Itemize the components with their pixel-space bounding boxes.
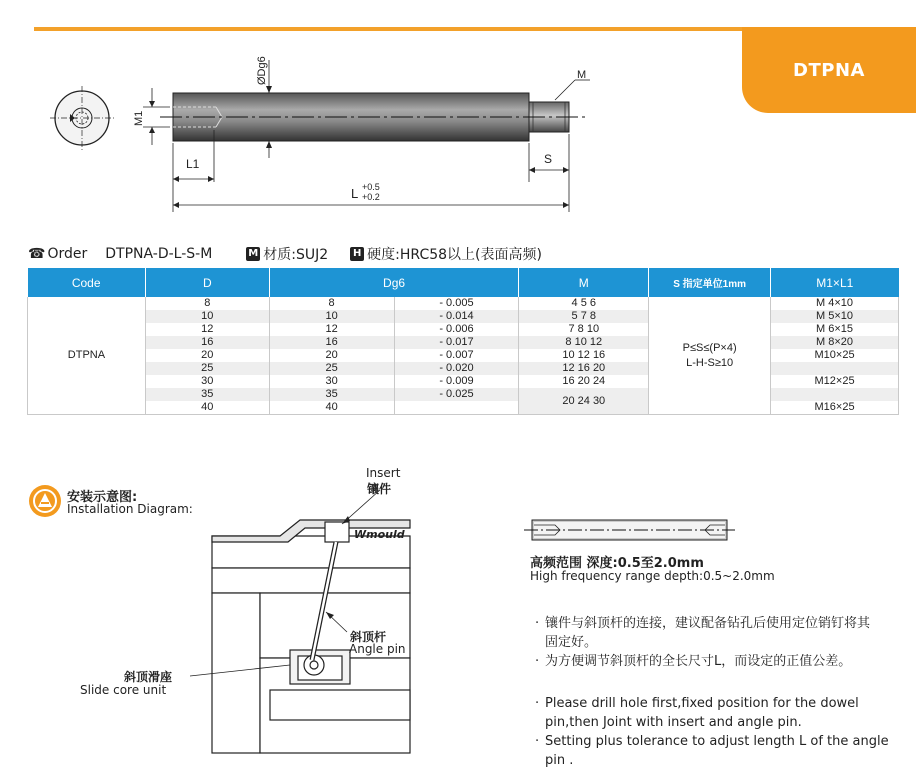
- m-cell: 8 10 12: [519, 336, 649, 349]
- header-code: Code: [28, 268, 146, 297]
- install-title-cn: 安装示意图:: [67, 490, 138, 505]
- s-line1: P≤S≤(P×4): [682, 341, 737, 354]
- m1l1-cell: M 5×10: [771, 310, 899, 323]
- bullet: ·: [535, 696, 540, 711]
- header-dg6: Dg6: [269, 268, 519, 297]
- note-text: Setting plus tolerance to adjust length L of the angle pin .: [545, 734, 889, 768]
- tol-lower: +0.2: [362, 192, 380, 202]
- dg6-cell: 35: [269, 388, 394, 401]
- note-text: Please drill hole first,fixed position for the dowel pin,then Joint with insert and angle pin.: [545, 696, 859, 730]
- order-code: DTPNA-D-L-S-M: [105, 246, 213, 262]
- d-cell: 30: [145, 375, 269, 388]
- m1l1-cell: M16×25: [814, 401, 855, 413]
- d-cell: 12: [145, 323, 269, 336]
- hardness-text: 硬度:HRC58以上(表面高频): [367, 247, 542, 263]
- d-cell: 25: [145, 362, 269, 375]
- d-cell: 10: [145, 310, 269, 323]
- d-cell: 20: [145, 349, 269, 362]
- dg6-cell: 8: [269, 297, 394, 310]
- s-line2: L-H-S≥10: [686, 356, 734, 369]
- dg6-cell: 12: [269, 323, 394, 336]
- insert-label-en: Insert: [366, 466, 401, 480]
- angle-pin-label-cn: 斜顶杆: [350, 630, 387, 644]
- hardness-badge-icon: H: [350, 247, 364, 261]
- notes-cn: [535, 614, 875, 671]
- bullet: ·: [535, 616, 540, 631]
- dim-l-label: L: [351, 186, 359, 201]
- m1l1-cell: M 8×20: [771, 336, 899, 349]
- m-cell: 12 16 20: [519, 362, 649, 375]
- material-badge-icon: M: [246, 247, 260, 261]
- m-cell: 7 8 10: [519, 323, 649, 336]
- tol-cell: - 0.009: [394, 375, 519, 388]
- dg6-cell: 25: [269, 362, 394, 375]
- bullet: ·: [535, 654, 540, 669]
- note-item: [535, 652, 875, 671]
- note-item: [535, 614, 875, 652]
- dim-m-label: M: [577, 69, 587, 81]
- note-item: [535, 694, 905, 732]
- header-m: M: [519, 268, 649, 297]
- dg6-cell: 16: [269, 336, 394, 349]
- note-item: [535, 732, 905, 770]
- dim-l1-label: L1: [186, 157, 200, 171]
- notes-en: [535, 694, 905, 770]
- angle-pin-label-en: Angle pin: [349, 642, 406, 656]
- d-cell: 8: [145, 297, 269, 310]
- tol-cell: - 0.017: [394, 336, 519, 349]
- tol-upper: +0.5: [362, 182, 380, 192]
- order-label: Order: [47, 246, 88, 262]
- m1l1-cell: M12×25: [814, 375, 855, 387]
- m-cell: 10 12 16: [519, 349, 649, 362]
- d-cell: 40: [145, 401, 269, 415]
- m1l1-cell: M10×25: [814, 349, 855, 361]
- dim-m1-label: M1: [133, 110, 145, 126]
- tol-cell: - 0.014: [394, 310, 519, 323]
- dg6-cell: 30: [269, 375, 394, 388]
- bullet: ·: [535, 734, 540, 749]
- dim-s-label: S: [544, 152, 553, 166]
- dg6-cell: 40: [269, 401, 394, 415]
- tol-cell: - 0.025: [394, 388, 519, 401]
- install-title-en: Installation Diagram:: [67, 502, 193, 516]
- m-cell: 5 7 8: [519, 310, 649, 323]
- tol-cell: - 0.005: [394, 297, 519, 310]
- m-cell: 20 24 30: [519, 388, 649, 415]
- tol-cell: - 0.006: [394, 323, 519, 336]
- note-text: 镶件与斜顶杆的连接，建议配备钻孔后使用定位销钉将其固定好。: [545, 616, 871, 650]
- brand-mark: Wmould: [354, 528, 405, 541]
- d-cell: 35: [145, 388, 269, 401]
- m-cell: 16 20 24: [519, 375, 649, 388]
- m-cell: 4 5 6: [519, 297, 649, 310]
- m1l1-cell: M 6×15: [816, 323, 854, 335]
- d-cell: 16: [145, 336, 269, 349]
- header-m1l1: M1×L1: [771, 268, 899, 297]
- slide-label-cn: 斜顶滑座: [124, 670, 173, 684]
- hf-range-cn: 高频范围 深度:0.5至2.0mm: [530, 556, 704, 571]
- note-text: 为方便调节斜顶杆的全长尺寸L，而设定的正值公差。: [545, 654, 852, 669]
- product-tab: DTPNA: [742, 27, 916, 113]
- dim-dg6-label: ØDg6: [256, 56, 268, 85]
- tol-cell: - 0.007: [394, 349, 519, 362]
- insert-label-cn: 镶件: [367, 482, 392, 496]
- dg6-cell: 20: [269, 349, 394, 362]
- hf-range-en: High frequency range depth:0.5~2.0mm: [530, 569, 775, 583]
- header-d: D: [145, 268, 269, 297]
- header-s: S 指定单位1mm: [649, 268, 771, 297]
- slide-label-en: Slide core unit: [80, 683, 167, 697]
- tol-cell: - 0.020: [394, 362, 519, 375]
- material-text: 材质:SUJ2: [263, 247, 329, 263]
- m1l1-cell: M 4×10: [816, 297, 854, 309]
- phone-icon: ☎: [28, 246, 46, 262]
- dg6-cell: 10: [269, 310, 394, 323]
- code-cell: DTPNA: [28, 297, 146, 415]
